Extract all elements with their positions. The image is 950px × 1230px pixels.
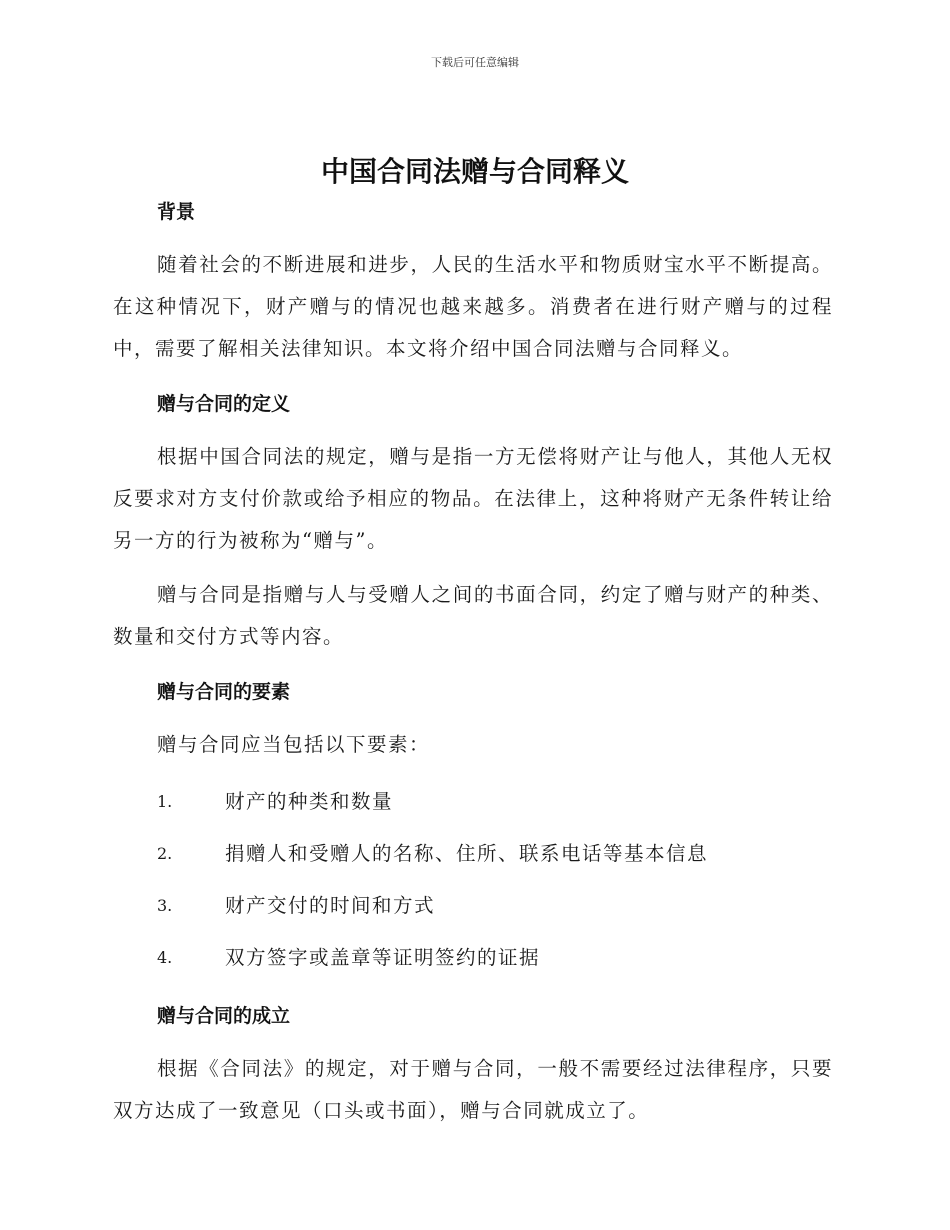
paragraph-definition-2: 赠与合同是指赠与人与受赠人之间的书面合同，约定了赠与财产的种类、数量和交付方式等内容。 — [113, 583, 833, 648]
list-item-text: 财产的种类和数量 — [225, 790, 394, 813]
list-item-text: 财产交付的时间和方式 — [225, 894, 436, 917]
document-body — [113, 192, 833, 1132]
list-item-number: 3. — [157, 896, 173, 915]
section-heading-background: 背景 — [157, 201, 196, 223]
paragraph-elements-intro: 赠与合同应当包括以下要素： — [157, 733, 431, 756]
paragraph-background: 随着社会的不断进展和进步，人民的生活水平和物质财宝水平不断提高。在这种情况下，财产赠与的情况也越来越多。消费者在进行财产赠与的过程中，需要了解相关法律知识。本文将介绍中国合同法赠与合同释义。 — [113, 253, 833, 360]
list-item-text: 双方签字或盖章等证明签约的证据 — [225, 946, 541, 969]
list-item — [113, 880, 833, 932]
paragraph-formation: 根据《合同法》的规定，对于赠与合同，一般不需要经过法律程序，只要双方达成了一致意见（口头或书面），赠与合同就成立了。 — [113, 1057, 833, 1122]
list-item — [113, 776, 833, 828]
section-heading-definition: 赠与合同的定义 — [157, 393, 291, 415]
section-heading-formation: 赠与合同的成立 — [157, 1005, 291, 1027]
document-title: 中国合同法赠与合同释义 — [320, 155, 629, 188]
list-item — [113, 828, 833, 880]
elements-list — [113, 776, 833, 984]
paragraph-definition-1: 根据中国合同法的规定，赠与是指一方无偿将财产让与他人，其他人无权反要求对方支付价款或给予相应的物品。在法律上，这种将财产无条件转让给另一方的行为被称为“赠与”。 — [113, 445, 833, 552]
list-item-number: 1. — [157, 792, 173, 811]
list-item-number: 4. — [157, 948, 173, 967]
section-heading-elements: 赠与合同的要素 — [157, 681, 291, 703]
list-item-number: 2. — [157, 844, 173, 863]
list-item — [113, 932, 833, 984]
list-item-text: 捐赠人和受赠人的名称、住所、联系电话等基本信息 — [225, 842, 709, 865]
header-note: 下载后可任意编辑 — [431, 56, 519, 69]
